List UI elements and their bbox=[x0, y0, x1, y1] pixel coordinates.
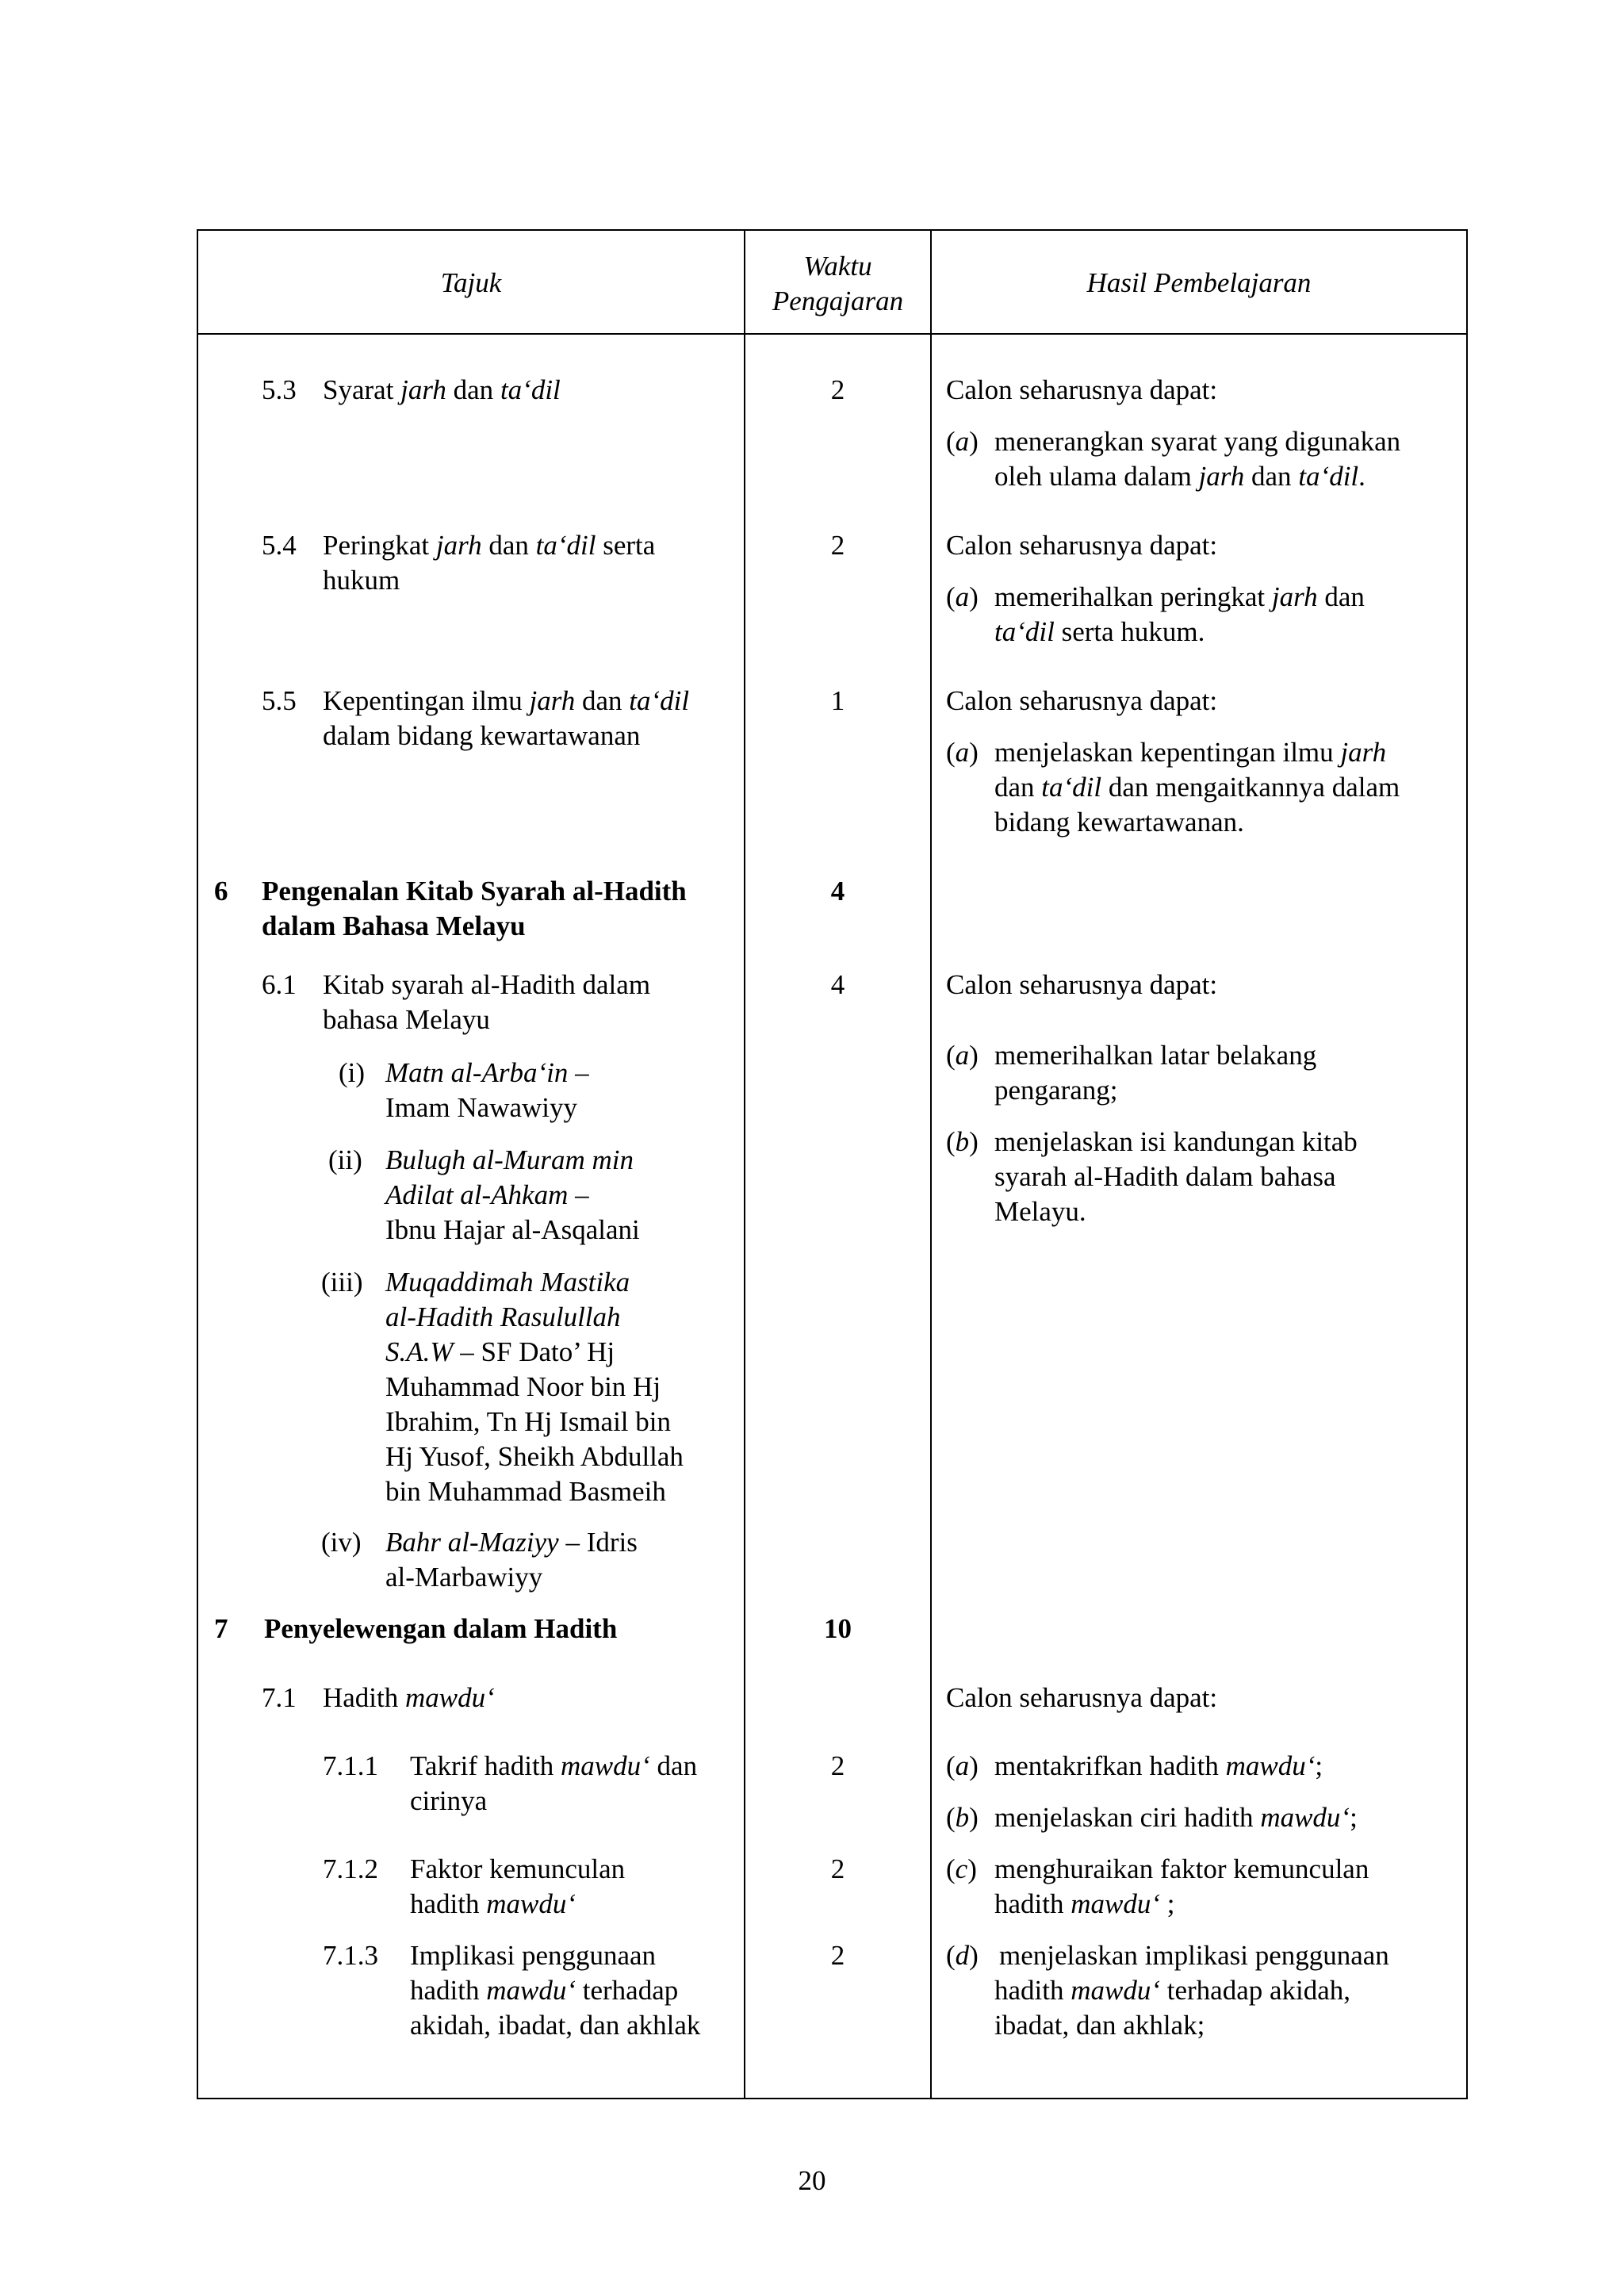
outcome-text: memerihalkan peringkat jarh dan bbox=[994, 581, 1365, 612]
outcome-label: (a) bbox=[946, 1040, 979, 1071]
outcome-label: (b) bbox=[946, 1802, 979, 1833]
subsubtopic-title: Implikasi penggunaan bbox=[410, 1940, 657, 1971]
item-text: Muhammad Noor bin Hj bbox=[385, 1371, 661, 1402]
subsubtopic-number: 7.1.1 bbox=[323, 1750, 378, 1781]
outcome-text: hadith mawdu‘ terhadap akidah, bbox=[994, 1975, 1351, 2006]
item-text: al-Hadith Rasulullah bbox=[385, 1301, 621, 1332]
outcome-label: (a) bbox=[946, 737, 979, 768]
item-text: S.A.W – SF Dato’ Hj bbox=[385, 1336, 615, 1367]
section-hours: 4 bbox=[830, 876, 845, 907]
subsubtopic-title: hadith mawdu‘ bbox=[410, 1888, 576, 1919]
hours-value: 2 bbox=[830, 1940, 845, 1971]
subtopic-title: Syarat jarh dan ta‘dil bbox=[323, 374, 561, 405]
subtopic-title: Hadith mawdu‘ bbox=[323, 1682, 495, 1713]
table-column-divider-1 bbox=[744, 229, 745, 2099]
outcome-text: mentakrifkan hadith mawdu‘; bbox=[994, 1750, 1323, 1781]
subtopic-title: dalam bidang kewartawanan bbox=[323, 720, 641, 751]
subsubtopic-number: 7.1.3 bbox=[323, 1940, 378, 1971]
outcome-text: pengarang; bbox=[994, 1075, 1118, 1106]
subsubtopic-title: hadith mawdu‘ terhadap bbox=[410, 1975, 679, 2006]
outcome-text: menjelaskan implikasi penggunaan bbox=[999, 1940, 1389, 1971]
hours-value: 2 bbox=[830, 1853, 845, 1884]
header-outcome: Hasil Pembelajaran bbox=[1086, 267, 1312, 298]
subsubtopic-title: akidah, ibadat, dan akhlak bbox=[410, 2010, 701, 2041]
item-text: al-Marbawiyy bbox=[385, 1562, 543, 1593]
page-number: 20 bbox=[798, 2165, 826, 2196]
table-border-top bbox=[197, 229, 1468, 231]
outcome-label: (c) bbox=[946, 1853, 977, 1884]
outcome-text: menerangkan syarat yang digunakan bbox=[994, 426, 1401, 457]
outcome-text: menjelaskan kepentingan ilmu jarh bbox=[994, 737, 1387, 768]
subtopic-title: Peringkat jarh dan ta‘dil serta bbox=[323, 530, 656, 561]
subtopic-number: 5.4 bbox=[262, 530, 297, 561]
item-text: Ibrahim, Tn Hj Ismail bin bbox=[385, 1406, 671, 1437]
subtopic-number: 7.1 bbox=[262, 1682, 297, 1713]
item-label: (i) bbox=[339, 1057, 366, 1088]
item-text: Bulugh al-Muram min bbox=[385, 1144, 634, 1175]
outcome-text: menjelaskan isi kandungan kitab bbox=[994, 1126, 1358, 1157]
outcome-text: ta‘dil serta hukum. bbox=[994, 616, 1205, 647]
item-text: Matn al-Arba‘in – bbox=[385, 1057, 589, 1088]
item-text: Adilat al-Ahkam – bbox=[385, 1179, 589, 1210]
subtopic-number: 5.5 bbox=[262, 685, 297, 716]
subsubtopic-title: Takrif hadith mawdu‘ dan bbox=[410, 1750, 698, 1781]
subtopic-number: 6.1 bbox=[262, 969, 297, 1000]
outcome-intro: Calon seharusnya dapat: bbox=[946, 969, 1218, 1000]
header-topic: Tajuk bbox=[440, 267, 502, 298]
item-text: bin Muhammad Basmeih bbox=[385, 1476, 666, 1507]
subtopic-number: 5.3 bbox=[262, 374, 297, 405]
subtopic-title: Kepentingan ilmu jarh dan ta‘dil bbox=[323, 685, 690, 716]
hours-value: 2 bbox=[830, 374, 845, 405]
outcome-text: menghuraikan faktor kemunculan bbox=[994, 1853, 1369, 1884]
outcome-text: Melayu. bbox=[994, 1196, 1086, 1227]
outcome-label: (a) bbox=[946, 426, 979, 457]
table-column-divider-2 bbox=[930, 229, 932, 2099]
outcome-text: syarah al-Hadith dalam bahasa bbox=[994, 1161, 1336, 1192]
outcome-text: ibadat, dan akhlak; bbox=[994, 2010, 1205, 2041]
header-time-line1: Waktu bbox=[803, 251, 872, 282]
item-text: Bahr al-Maziyy – Idris bbox=[385, 1527, 638, 1558]
table-border-right bbox=[1466, 229, 1468, 2099]
outcome-text: memerihalkan latar belakang bbox=[994, 1040, 1317, 1071]
item-text: Ibnu Hajar al-Asqalani bbox=[385, 1214, 640, 1245]
subsubtopic-title: cirinya bbox=[410, 1785, 488, 1816]
outcome-text: menjelaskan ciri hadith mawdu‘; bbox=[994, 1802, 1358, 1833]
table-border-left bbox=[197, 229, 198, 2099]
table-header-divider bbox=[197, 333, 1468, 335]
subsubtopic-number: 7.1.2 bbox=[323, 1853, 378, 1884]
outcome-label: (d) bbox=[946, 1940, 979, 1971]
section-title: dalam Bahasa Melayu bbox=[262, 910, 526, 941]
outcome-intro: Calon seharusnya dapat: bbox=[946, 685, 1218, 716]
hours-value: 2 bbox=[830, 1750, 845, 1781]
outcome-intro: Calon seharusnya dapat: bbox=[946, 374, 1218, 405]
outcome-text: hadith mawdu‘ ; bbox=[994, 1888, 1175, 1919]
outcome-intro: Calon seharusnya dapat: bbox=[946, 1682, 1218, 1713]
hours-value: 4 bbox=[830, 969, 845, 1000]
item-text: Imam Nawawiyy bbox=[385, 1092, 578, 1123]
outcome-text: dan ta‘dil dan mengaitkannya dalam bbox=[994, 772, 1400, 803]
section-number: 6 bbox=[214, 876, 228, 907]
outcome-label: (a) bbox=[946, 1750, 979, 1781]
section-hours: 10 bbox=[824, 1613, 852, 1644]
section-number: 7 bbox=[214, 1613, 228, 1644]
item-text: Hj Yusof, Sheikh Abdullah bbox=[385, 1441, 684, 1472]
outcome-label: (a) bbox=[946, 581, 979, 612]
hours-value: 2 bbox=[830, 530, 845, 561]
subsubtopic-title: Faktor kemunculan bbox=[410, 1853, 626, 1884]
item-label: (ii) bbox=[328, 1144, 362, 1175]
outcome-text: bidang kewartawanan. bbox=[994, 807, 1244, 838]
item-text: Muqaddimah Mastika bbox=[385, 1267, 630, 1297]
table-border-bottom bbox=[197, 2098, 1468, 2099]
subtopic-title: hukum bbox=[323, 565, 400, 596]
subtopic-title: Kitab syarah al-Hadith dalam bbox=[323, 969, 651, 1000]
hours-value: 1 bbox=[830, 685, 845, 716]
outcome-label: (b) bbox=[946, 1126, 979, 1157]
section-title: Penyelewengan dalam Hadith bbox=[264, 1613, 618, 1644]
header-time-line2: Pengajaran bbox=[772, 286, 904, 316]
item-label: (iii) bbox=[321, 1267, 363, 1297]
item-label: (iv) bbox=[321, 1527, 362, 1558]
outcome-text: oleh ulama dalam jarh dan ta‘dil. bbox=[994, 461, 1365, 492]
subtopic-title: bahasa Melayu bbox=[323, 1004, 490, 1035]
section-title: Pengenalan Kitab Syarah al-Hadith bbox=[262, 876, 687, 907]
outcome-intro: Calon seharusnya dapat: bbox=[946, 530, 1218, 561]
